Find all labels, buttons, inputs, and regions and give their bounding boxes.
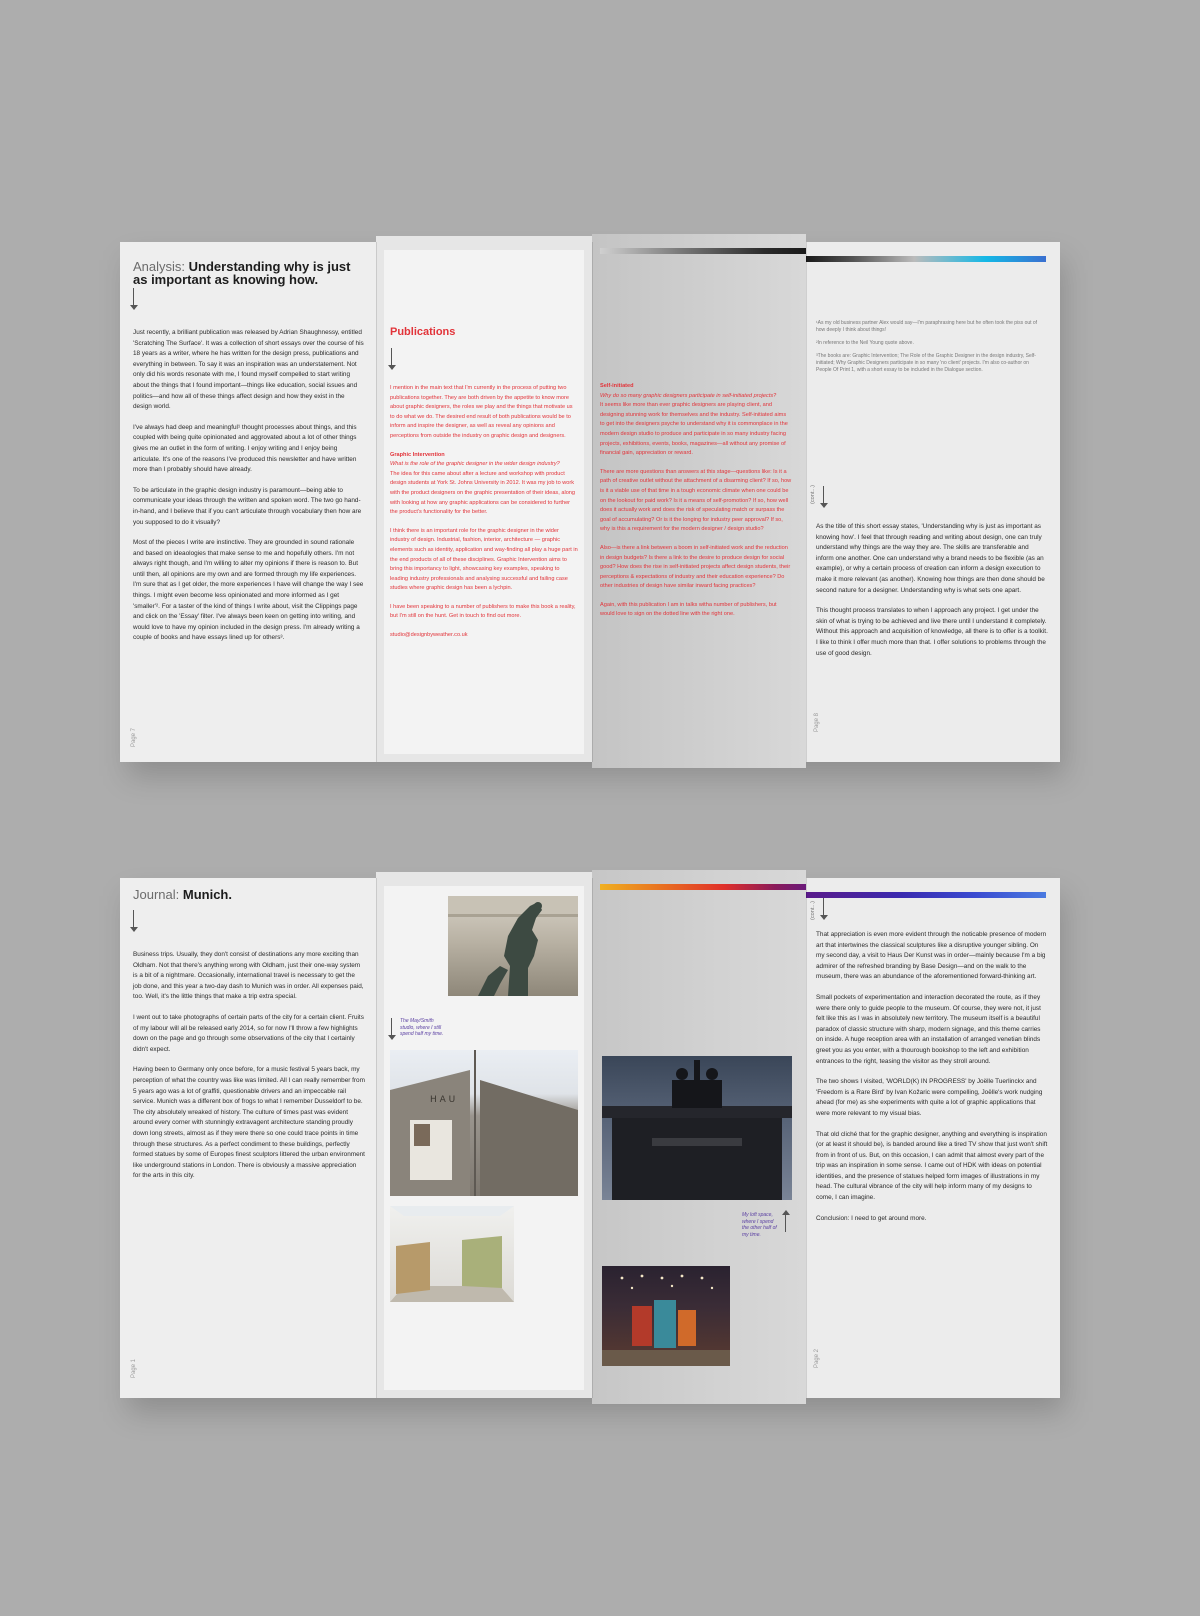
self-initiated-intro xyxy=(600,382,792,459)
footnote: ²In reference to the Neil Young quote above. xyxy=(816,340,914,346)
self-initiated-question: Why do so many graphic designers participate in self-initiated projects? xyxy=(600,392,777,399)
journal-continued-body xyxy=(816,930,1048,1234)
analysis-panel xyxy=(120,242,376,762)
publications-panel xyxy=(376,236,592,762)
self-initiated-heading: Self-initiated xyxy=(600,383,634,389)
gradient-bar xyxy=(600,884,806,890)
gradient-bar xyxy=(806,256,1046,262)
journal-paragraph: I went out to take photographs of certain parts of the city for a certain client. Fruits of my labour will all be released early 2014, so for now I'll throw a few highlights down on the page and go through some observations of the city that I certainly didn't expect. xyxy=(133,1013,364,1053)
publications-body xyxy=(390,384,578,650)
journal-continued-paragraph: Small pockets of experimentation and interaction decorated the route, as if they were there only to guide people to the museum. Of course, they were not, it just felt like this as I was in absolutely new territory. The museum itself is a beautiful paradox of classic structure with sharp, modern signage, and this theme carries on inside. A huge reception area with an installation of arranged venetian blinds greet you as you enter, with a thourough bookshop to the left and exhibition entrances to the right, teasing the visitor as they stroll around. xyxy=(816,993,1041,1065)
fold-line xyxy=(806,242,807,762)
continued-label: (cont...) xyxy=(810,901,816,920)
continued-body xyxy=(816,522,1048,669)
graphic-intervention-question: What is the role of the graphic designer in the wider design industry? xyxy=(390,461,560,468)
fold-line xyxy=(376,878,377,1398)
arrow-down-icon xyxy=(388,348,396,370)
analysis-body xyxy=(133,328,365,654)
gate-statue-icon xyxy=(602,1056,792,1200)
journal-paragraph: Having been to Germany only once before, for a music festival 5 years back, my perception of what the country was like was limited. All I can really remember from 5 years ago was a lot of graffiti, questionable drivers and an impeccable rail service. Munich was a different box of frogs to what I remember Dusseldorf to be. The city absolutely wreaked of history. The culture of times past was evident around every corner with stunningly extravagent architecture standing proudly down long streets, almost as if they were there so one could trace points in time through these structures. As a perfect condiment to these buildings, perfectly formed statues by some of Europes finest sculptors littered the urban environment like underground stations in London. There is obviously a massive appreciation for the arts in this city. xyxy=(133,1066,365,1180)
gallery-icon xyxy=(390,1206,514,1302)
arrow-up-icon xyxy=(782,1210,790,1232)
publications-title: Publications xyxy=(390,326,456,338)
arrow-down-icon xyxy=(388,1018,396,1040)
journal-heading xyxy=(133,888,358,901)
page-number: Page 2 xyxy=(814,1348,820,1368)
self-initiated-body xyxy=(600,382,792,629)
fold-line xyxy=(592,878,593,1398)
graphic-intervention-heading: Graphic Intervention xyxy=(390,451,445,458)
arrow-down-icon xyxy=(820,486,828,508)
analysis-heading xyxy=(133,260,358,286)
building-icon xyxy=(390,1050,578,1196)
gradient-bar xyxy=(806,892,1046,898)
self-initiated-paragraph: There are more questions than answers at this stage—questions like: Is it a path of creative outlet without the attachment of a disarming client? If so, how is it a viable use of that time in a tough economic climate when one could be on the lookout for paid work? Is it a means of self-promotion? If so, how well does it actually work and does the risk of speculating match or surpass the goal of accumulating? Or is it the longing for industry peer approval? If so, why is this a requirement for the modern designer / design studio? xyxy=(600,468,792,533)
arrow-down-icon xyxy=(130,910,138,932)
page-number: Page 8 xyxy=(814,712,820,732)
top-spread xyxy=(120,242,1060,762)
footnote: ³The books are: Graphic Intervention; The Role of the Graphic Designer in the design industry, Self-initiated; Why Graphic Designers participate in so many 'no client' projects. I'm also co-author on People Of Print 1, with a short essay to be included in the Dialogue section. xyxy=(816,353,1036,373)
gallery-interior-photo xyxy=(390,1206,514,1302)
studio-caption: The May/Smith studio, where I still spend half my time. xyxy=(400,1018,444,1037)
haus-der-kunst-photo xyxy=(390,1050,578,1196)
fold-line xyxy=(376,242,377,762)
bottom-spread xyxy=(120,878,1060,1398)
analysis-paragraph: Most of the pieces I write are instinctive. They are grounded in sound rationale and based on ideaologies that make sense to me and hopefully others. I'm not always right though, and I'm willing to alter my opinions if there is reason to. But until then, all opinions are my own and are formed through my life experiences. I'm sure that as I get older, the more experiences I have will change the way I see things. I might even become less opinionated and more informed as I get 'smaller'². For a taster of the kind of things I write about, visit the Clippings page and click on the 'Essay' filter. I've always been keen on getting into writing, and would love to have my opinion included in the design press. I'm already writing a couple of books and have essays lined up for others³. xyxy=(133,539,364,642)
horse-statue-photo xyxy=(448,896,578,996)
graphic-intervention-block xyxy=(390,451,578,518)
continued-label: (cont...) xyxy=(810,485,816,504)
journal-continued-paragraph: That old cliché that for the graphic designer, anything and everything is inspiration (or at least it should be), is banded around like a tired TV show that just won't shift from in front of us. But, on this occasion, I can admit that almost every part of the trip was an inspiration in some sense. I came out of HDK with ideas on potential identities, and the presence of statues helped form images of illustrations in my head. The cultural vibrance of the city will help inform many of my designs to come, I can imagine. xyxy=(816,1130,1048,1202)
contact-email-link[interactable]: studio@designbyweather.co.uk xyxy=(390,632,468,639)
publications-paragraph: I think there is an important role for the graphic designer in the wider industry of design. Industrial, fashion, interior, architecture — graphic elements such as identity, application and way-finding all play a huge part in the end products of all of these disciplines. Graphic Intervention aims to bring this importancy to light, showcasing key examples, speaking to leading industry professionals and analysing successful and failing case studies where graphic design has been a lychpin. xyxy=(390,527,578,592)
journal-panel xyxy=(120,878,376,1398)
analysis-paragraph: Just recently, a brilliant publication was released by Adrian Shaughnessy, entitled 'Scratching The Surface'. It was a collection of short essays over the course of his 18 years as a writer, where he has written for the design press, publications and everything in between. To say it was an inspiration was an understatement. Not only did his words resonate with me, I found myself compelled to start writing about the things that I found important—things like education, social issues and politics—and how all of these things affect design and how they exist in the design world. xyxy=(133,329,364,411)
gradient-bar xyxy=(600,248,806,254)
arrow-down-icon xyxy=(130,288,138,310)
journal-heading-prefix: Journal: xyxy=(133,887,180,902)
horse-statue-icon xyxy=(448,896,578,996)
graphic-intervention-text: The idea for this came about after a lecture and workshop with product design students at York St. Johns University in 2012. It was my job to work with the product designers on the graphic presentation of their ideas, along with looking at how any graphic applications can be considered to further the product's functionality for the better. xyxy=(390,470,576,516)
photos-panel-left xyxy=(376,872,592,1398)
journal-continued-paragraph: The two shows I visited, 'WORLD(K) IN PROGRESS' by Joëlle Tuerlinckx and 'Freedom is a Rare Bird' by Ivan Kožaric were compelling, Joëlle's work nudging ahead (for me) as she experiments with quite a lot of graphic applications that were more relevant to my visual bias. xyxy=(816,1078,1043,1117)
svg-text:H A U: H A U xyxy=(430,1095,456,1105)
journal-continued-paragraph: Conclusion: I need to get around more. xyxy=(816,1214,927,1222)
self-initiated-paragraph: It seems like more than ever graphic designers are playing client, and designing stunning work for themselves and the industry. Self-initiated aims to get into the designers psyche to understand why it is commonplace in the modern design studio to produce and participate in so many industry facing projects, exhibitions, events, books, magazines—all without any promise of financial gain, appreciation or reward. xyxy=(600,402,788,457)
museum-installation-photo xyxy=(602,1266,730,1366)
continued-paragraph: As the title of this short essay states, 'Understanding why is just as important as knowing how'. I feel that through reading and writing about design, one can truly understand why things are the way they are. The skills are transferable and inform one another. One can understand why a brand needs to be flexible (as an example), or why a certain process of creation can inform a design execution to make it more relevant (as another). Knowing how things are then done should be second nature for a designer. Understanding why is what sets one apart. xyxy=(816,523,1045,594)
publications-paragraph: I have been speaking to a number of publishers to make this book a reality, but I'm still on the hunt. Get in touch to find out more. xyxy=(390,603,576,620)
photos-panel-right xyxy=(592,870,806,1404)
self-initiated-panel xyxy=(592,234,806,768)
self-initiated-paragraph: Also—is there a link between a boom in self-initiated work and the reduction in design budgets? Is there a link to the desire to produce design for social good? How does the rise in self-initiated projects affect design students, their perceptions & expectations of industry and their education experience? Do other industries of design have similar inward facing practices? xyxy=(600,544,791,590)
analysis-paragraph: I've always had deep and meaningful¹ thought processes about things, and this coupled with being quite opinionated and aggrovated about a lot of other things gives me an outlet in the form of writing. I enjoy writing and I enjoy being articulate. It's one of the reasons I've produced this newsletter and have written more than I probably should have already. xyxy=(133,423,357,474)
journal-paragraph: Business trips. Usually, they don't consist of destinations any more exciting than Oldham. Not that there's anything wrong with Oldham, just their one-way system is a bit of a nightmare. Occasionally, international travel is necessary to get the job done, and this year a two-day dash to Munich was in order. All expenses paid, too. Well, it's the little things that make a trip extra special. xyxy=(133,951,364,1001)
journal-continued-panel xyxy=(806,878,1060,1398)
installation-icon xyxy=(602,1266,730,1366)
journal-continued-paragraph: That appreciation is even more evident through the noticable presence of modern art that intertwines the classical sculptures like a disruptive younger sibling. On my second day, a visit to Haus Der Kunst was in order—mainly because I'm a big admirer of the refreshed branding by Base Design—and on the walk to the museum, there was an abundance of the aforementioned forward-thinking art. xyxy=(816,931,1047,981)
loft-caption: My loft space, where I spend the other half of my time. xyxy=(742,1212,777,1238)
continued-panel xyxy=(806,242,1060,762)
analysis-heading-title: Understanding why is just as important as knowing how. xyxy=(133,259,351,287)
footnote: ¹As my old business partner Alex would say—I'm paraphrasing here but he often took the piss out of how deeply I think about things! xyxy=(816,320,1038,333)
journal-body xyxy=(133,950,365,1192)
analysis-paragraph: To be articulate in the graphic design industry is paramount—being able to communicate your ideas through the written and spoken word. The two go hand-in-hand, and I believe that if you can't articulate through vocabulary then how are you supposed to do it visually? xyxy=(133,486,362,526)
fold-line xyxy=(806,878,807,1398)
page-number: Page 7 xyxy=(131,727,137,747)
self-initiated-paragraph: Again, with this publication I am in talks witha number of publishers, but would love to sign on the dotted line with the right one. xyxy=(600,601,777,618)
siegestor-photo xyxy=(602,1056,792,1200)
publications-paragraph: I mention in the main text that I'm currently in the process of putting two publications together. They are both driven by the appetite to know more about graphic designers, the roles we play and the things that motivate us to do what we do. The desired end result of both publications would be to inform and inspire the designer, as well as reveal any opinions and perceptions from outside the industry on graphic design and designers. xyxy=(390,385,573,439)
analysis-heading-prefix: Analysis: xyxy=(133,259,186,274)
fold-line xyxy=(592,242,593,762)
footnotes xyxy=(816,320,1044,380)
journal-heading-title: Munich. xyxy=(182,887,232,902)
page-number: Page 1 xyxy=(131,1358,137,1378)
arrow-down-icon xyxy=(820,898,828,920)
continued-paragraph: This thought process translates to when I approach any project. I get under the skin of what is trying to be achieved and live there until I understand it completely. Without this approach and acquisition of knowledge, all there is to offer is a toolkit. I like to think I offer much more than that. I offer solutions to problems through the use of good design. xyxy=(816,607,1048,657)
